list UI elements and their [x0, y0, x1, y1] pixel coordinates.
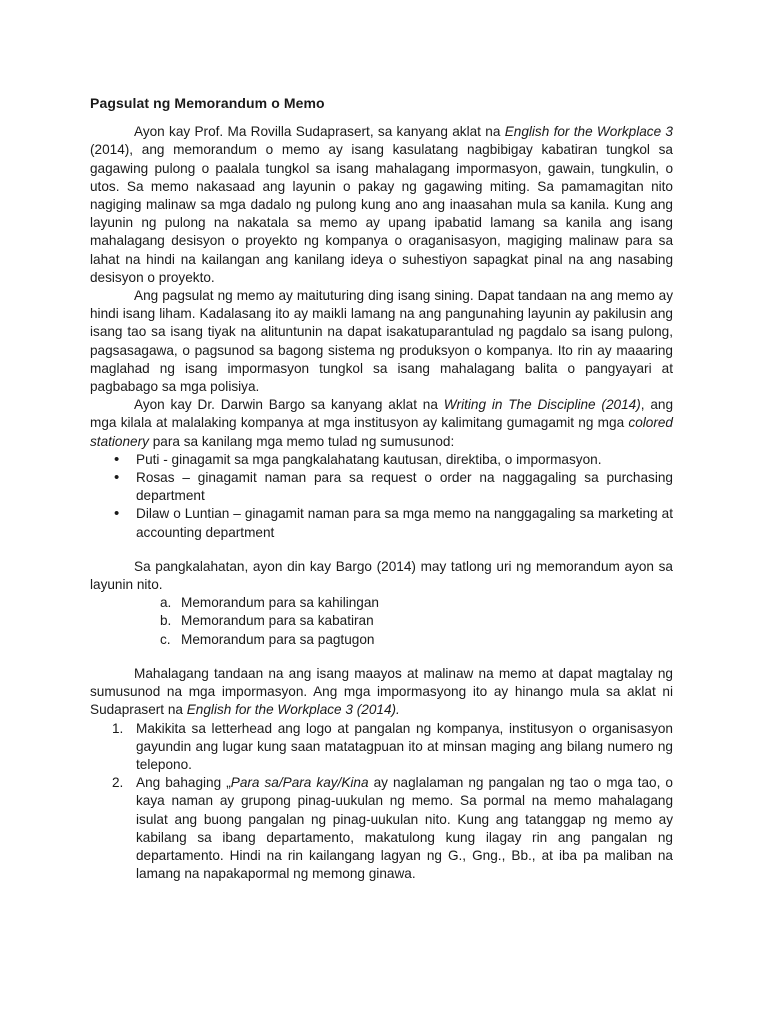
document-title: Pagsulat ng Memorandum o Memo: [90, 95, 325, 111]
book-title: English for the Workplace 3: [504, 124, 673, 140]
emphasis-term: colored stationery: [90, 415, 673, 449]
spacer: [90, 542, 673, 558]
list-item: [90, 612, 673, 630]
list-marker: a.: [160, 595, 172, 611]
list-item-text: Memorandum para sa kabatiran: [181, 613, 374, 629]
paragraph-colored-stationery: [90, 396, 673, 451]
paragraph-memo-types: Sa pangkalahatan, ayon din kay Bargo (2014) may tatlong uri ng memorandum ayon sa layunin nito.: [90, 558, 673, 593]
paragraph-memo-parts-intro: [90, 665, 673, 720]
list-item-text: Makikita sa letterhead ang logo at pangalan ng kompanya, institusyon o organisasyon gayundin ang lugar kung saan matatagpuan ito at minsan maging ang bilang numero ng telepono.: [136, 720, 673, 772]
list-item: [90, 631, 673, 649]
paragraph-text: Mahalagang tandaan na ang isang maayos at malinaw na memo at dapat magtalay ng sumusunod na mga impormasyon. Ang mga impormasyong ito ay hinango mula sa aklat ni Sudaprasert na: [90, 665, 673, 718]
stationery-color-list: [90, 451, 673, 542]
list-marker: b.: [160, 613, 172, 629]
list-item: • Rosas – ginagamit naman para sa request o order na naggagaling sa purchasing department: [90, 469, 673, 505]
book-title: English for the Workplace 3 (2014).: [186, 702, 400, 718]
paragraph-text: Ayon kay Prof. Ma Rovilla Sudaprasert, sa kanyang aklat na: [134, 124, 505, 140]
paragraph-text: , ang mga kilala at malalaking kompanya at mga institusyon ay kalimitang gumagamit ng mga: [90, 397, 674, 431]
list-item-text: Ang bahaging „: [136, 775, 231, 791]
spacer: [90, 649, 673, 665]
book-title: Writing in The Discipline (2014): [443, 397, 641, 413]
paragraph-definition: [90, 123, 673, 287]
paragraph-text: (2014), ang memorandum o memo ay isang kasulatang nagbibigay kabatiran tungkol sa gagawing pulong o paalala tungkol sa isang mahalagang impormasyon, gawain, tungkulin, o utos. Sa memo nakasaad ang layunin o pakay ng gagawing miting. Sa pamamagitan nito nagiging malinaw sa mga dadalo ng pulong kung ano ang inaasahan mula sa kanila. Kung ang layunin ng pulong na nakatala sa memo ay upang ipabatid lamang sa kanila ang isang mahalagang desisyon o proyekto ng kompanya o oraganisasyon, magiging malinaw para sa lahat na hindi na kailangan ang kanilang ideya o suhestiyon sapagkat pinal na ang nasabing desisyon o proyekto.: [90, 142, 673, 285]
list-item-text: Memorandum para sa pagtugon: [181, 631, 375, 647]
list-item-letterhead: [90, 720, 673, 775]
list-item: [90, 594, 673, 612]
memo-parts-list: [90, 720, 673, 884]
list-item-recipient: [90, 774, 673, 883]
paragraph-text: para sa kanilang mga memo tulad ng sumusunod:: [148, 433, 455, 449]
list-marker: 2.: [112, 775, 124, 791]
list-item: • Puti - ginagamit sa mga pangkalahatang kautusan, direktiba, o impormasyon.: [90, 451, 673, 469]
list-marker: 1.: [112, 720, 124, 736]
paragraph-art-of-memo: Ang pagsulat ng memo ay maituturing ding isang sining. Dapat tandaan na ang memo ay hindi isang liham. Kadalasang ito ay maikli lamang na ang pangunahing layunin ay pakilusin ang isang tao sa isang tiyak na alituntunin na dapat isakatuparantulad ng pagdalo sa isang pulong, pagsasagawa, o pagsunod sa bagong sistema ng produksyon o kompanya. Ito rin ay maaaring maglahad ng isang impormasyon tungkol sa isang mahalagang balita o pangyayari at pagbabago sa mga polisiya.: [90, 288, 673, 395]
emphasis-term: Para sa/Para kay/Kina: [230, 775, 369, 791]
memo-types-list: [90, 594, 673, 649]
list-item: • Dilaw o Luntian – ginagamit naman para sa mga memo na nanggagaling sa marketing at accounting department: [90, 505, 673, 541]
document-body: [90, 94, 673, 883]
list-item-text: ay naglalaman ng pangalan ng tao o mga tao, o kaya naman ay grupong pinag-uukulan ng memo. Sa pormal na memo mahalagang isulat ang buong pangalan ng pinag-uukulan nito. Kung ang tatanggap ng memo ay kabilang sa ibang departamento, makatulong kung ilagay rin ang pangalan ng departamento. Hindi na rin kailangang lagyan ng G., Gng., Bb., at iba pa maliban na lamang na napakapormal ng memong ginawa.: [136, 775, 673, 882]
list-item-text: Memorandum para sa kahilingan: [181, 595, 379, 611]
paragraph-text: Ayon kay Dr. Darwin Bargo sa kanyang aklat na: [134, 397, 444, 413]
list-marker: c.: [160, 631, 171, 647]
